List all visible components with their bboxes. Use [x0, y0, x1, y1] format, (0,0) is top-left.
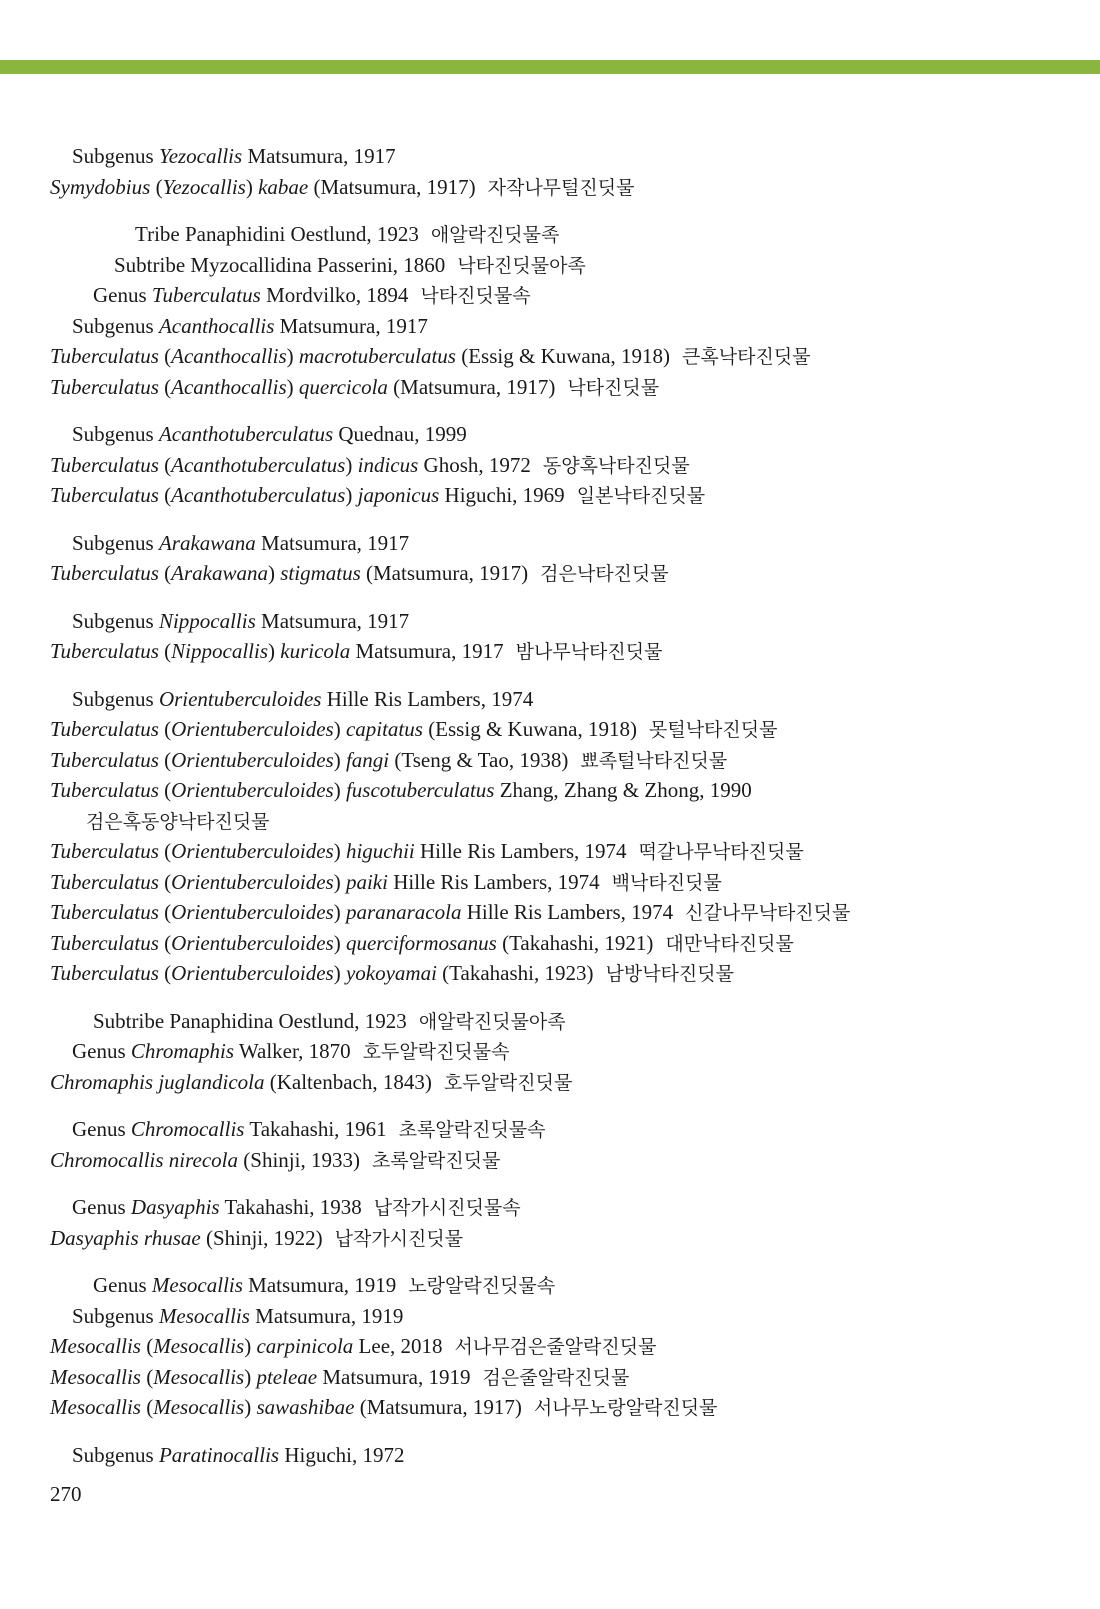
- korean-common-name: 낙타진딧물: [567, 376, 660, 399]
- korean-common-name: 신갈나무낙타진딧물: [685, 902, 851, 924]
- taxon-text: Matsumura, 1919: [249, 1303, 404, 1328]
- korean-common-name: 납작가시진딧물속: [373, 1197, 521, 1219]
- korean-common-name: 노랑알락진딧물속: [408, 1275, 556, 1297]
- taxon-text: Genus: [72, 1117, 131, 1141]
- taxon-text: ): [333, 717, 346, 741]
- korean-common-name: 떡갈나무낙타진딧물: [638, 841, 804, 863]
- taxon-text: ): [244, 1395, 257, 1419]
- taxon-text: (: [158, 747, 172, 772]
- taxon-text: (Matsumura, 1917): [308, 174, 476, 199]
- taxon-name-italic: Orientuberculoides: [171, 839, 334, 863]
- taxon-line-continuation: [50, 806, 1070, 837]
- taxon-name-italic: macrotuberculatus: [298, 344, 456, 368]
- taxon-line: [50, 480, 1070, 511]
- taxon-name-italic: Tuberculatus: [50, 717, 159, 741]
- taxon-name-italic: indicus: [357, 452, 419, 477]
- taxon-text: (: [158, 561, 172, 585]
- taxon-line: [50, 141, 1070, 172]
- taxon-text: Mordvilko, 1894: [260, 283, 409, 307]
- korean-common-name: 대만낙타진딧물: [665, 932, 794, 955]
- korean-common-name: 초록알락진딧물: [371, 1149, 501, 1172]
- taxon-name-italic: higuchii: [345, 839, 415, 863]
- taxon-text: (: [158, 374, 172, 399]
- taxon-text: ): [333, 900, 346, 924]
- korean-common-name: 일본낙타진딧물: [576, 485, 706, 507]
- taxon-text: Matsumura, 1919: [317, 1364, 471, 1389]
- taxon-text: (: [158, 869, 172, 894]
- korean-common-name: 애알락진딧물아족: [418, 1010, 566, 1033]
- taxon-line: [50, 1392, 1070, 1423]
- taxon-text: ): [286, 344, 299, 368]
- taxon-text: (Tseng & Tao, 1938): [389, 747, 569, 772]
- taxon-line: [50, 1270, 1070, 1301]
- korean-common-name: 검은혹동양낙타진딧물: [86, 810, 270, 833]
- taxon-line: [50, 897, 1070, 928]
- taxon-name-italic: paranaracola: [345, 900, 462, 924]
- taxon-text: ): [333, 778, 346, 802]
- taxon-text: (: [158, 344, 172, 368]
- taxon-name-italic: Acanthocallis: [171, 374, 287, 399]
- taxon-text: (: [140, 1395, 154, 1419]
- taxon-name-italic: Mesocallis: [153, 1395, 245, 1419]
- korean-common-name: 못털낙타진딧물: [649, 719, 778, 741]
- taxon-text: ): [333, 961, 346, 985]
- taxon-text: ): [333, 930, 346, 955]
- taxon-name-italic: carpinicola: [256, 1334, 354, 1358]
- taxon-name-italic: japonicus: [357, 483, 440, 507]
- taxon-name-italic: Tuberculatus: [50, 869, 159, 894]
- taxon-text: (Matsumura, 1917): [360, 561, 529, 585]
- taxon-line: [50, 341, 1070, 372]
- taxon-name-italic: Mesocallis: [151, 1273, 243, 1297]
- taxon-name-italic: Orientuberculoides: [171, 930, 334, 955]
- taxon-name-italic: Yezocallis: [158, 144, 243, 168]
- taxon-line: [50, 450, 1070, 481]
- taxon-name-italic: Tuberculatus: [50, 561, 159, 585]
- taxon-name-italic: Mesocallis: [158, 1303, 250, 1328]
- taxon-text: (Matsumura, 1917): [354, 1395, 522, 1419]
- taxon-name-italic: Chromocallis: [130, 1117, 245, 1141]
- taxon-text: Takahashi, 1961: [244, 1117, 387, 1141]
- taxon-text: Quednau, 1999: [333, 422, 467, 446]
- korean-common-name: 검은낙타진딧물: [540, 563, 669, 585]
- taxon-line: [50, 1067, 1070, 1098]
- taxon-text: ): [333, 747, 346, 772]
- taxon-text: (Essig & Kuwana, 1918): [422, 717, 637, 741]
- taxon-text: Hille Ris Lambers, 1974: [461, 900, 674, 924]
- taxon-text: (: [140, 1334, 154, 1358]
- taxon-name-italic: Tuberculatus: [50, 839, 159, 863]
- taxon-line: [50, 419, 1070, 450]
- taxon-name-italic: Mesocallis: [50, 1334, 141, 1358]
- taxon-name-italic: Tuberculatus: [50, 900, 159, 924]
- taxon-text: ): [333, 839, 346, 863]
- taxon-text: Hille Ris Lambers, 1974: [321, 686, 534, 711]
- taxon-text: Matsumura, 1917: [274, 313, 428, 338]
- taxon-line: [50, 1006, 1070, 1037]
- taxon-text: (Kaltenbach, 1843): [264, 1069, 432, 1094]
- korean-common-name: 서나무노랑알락진딧물: [533, 1397, 718, 1419]
- taxon-name-italic: fuscotuberculatus: [345, 778, 495, 802]
- taxon-text: Subgenus: [72, 422, 159, 446]
- taxon-name-italic: Tuberculatus: [50, 639, 159, 663]
- taxon-text: Genus: [93, 1273, 152, 1297]
- taxon-name-italic: kabae: [258, 174, 309, 199]
- taxon-text: Genus: [72, 1195, 131, 1219]
- taxon-text: (: [158, 900, 172, 924]
- taxon-text: Higuchi, 1969: [439, 483, 565, 507]
- korean-common-name: 남방낙타진딧물: [605, 963, 734, 985]
- taxon-text: Subtribe Panaphidina Oestlund, 1923: [93, 1008, 407, 1033]
- taxon-name-italic: Tuberculatus: [50, 452, 159, 477]
- taxon-text: (: [158, 961, 172, 985]
- taxon-text: (: [158, 930, 172, 955]
- taxon-line: [50, 558, 1070, 589]
- taxon-text: ): [345, 483, 358, 507]
- taxon-name-italic: Dasyaphis: [130, 1195, 220, 1219]
- taxon-line: [50, 958, 1070, 989]
- taxon-line: [50, 280, 1070, 311]
- taxon-name-italic: Orientuberculoides: [171, 961, 334, 985]
- taxon-text: (Matsumura, 1917): [387, 374, 556, 399]
- taxon-line: [50, 684, 1070, 715]
- korean-common-name: 동양혹낙타진딧물: [542, 454, 690, 477]
- taxon-name-italic: Tuberculatus: [50, 778, 159, 802]
- taxon-text: Matsumura, 1917: [255, 608, 410, 633]
- taxon-name-italic: Orientuberculoides: [171, 900, 334, 924]
- taxon-name-italic: Chromocallis nirecola: [50, 1147, 239, 1172]
- taxon-name-italic: yokoyamai: [345, 961, 437, 985]
- taxon-name-italic: querciformosanus: [345, 930, 497, 955]
- korean-common-name: 큰혹낙타진딧물: [682, 346, 811, 368]
- taxon-name-italic: Tuberculatus: [50, 483, 159, 507]
- taxon-name-italic: Tuberculatus: [50, 374, 159, 399]
- taxon-text: Matsumura, 1917: [242, 144, 396, 168]
- taxon-line: [50, 1223, 1070, 1254]
- taxon-name-italic: Tuberculatus: [50, 747, 159, 772]
- korean-common-name: 자작나무털진딧물: [487, 176, 635, 199]
- korean-common-name: 뾰족털낙타진딧물: [580, 749, 728, 772]
- korean-common-name: 호두알락진딧물: [443, 1071, 573, 1094]
- taxon-name-italic: Mesocallis: [50, 1364, 141, 1389]
- taxon-name-italic: Mesocallis: [153, 1334, 245, 1358]
- taxon-name-italic: fangi: [345, 747, 390, 772]
- taxon-line: [50, 1036, 1070, 1067]
- taxon-text: Subgenus: [72, 1303, 159, 1328]
- taxon-line: [50, 636, 1070, 667]
- taxon-line: [50, 1114, 1070, 1145]
- taxon-text: ): [268, 639, 281, 663]
- taxon-text: Genus: [93, 283, 152, 307]
- taxon-text: Higuchi, 1972: [279, 1442, 405, 1467]
- taxon-line: [50, 528, 1070, 559]
- taxon-name-italic: Chromaphis: [130, 1039, 234, 1063]
- taxon-name-italic: stigmatus: [280, 561, 361, 585]
- taxon-text: (: [158, 452, 172, 477]
- taxon-name-italic: Orientuberculoides: [158, 686, 322, 711]
- taxon-line: [50, 928, 1070, 959]
- taxon-name-italic: Chromaphis juglandicola: [50, 1069, 265, 1094]
- taxon-text: (: [158, 639, 172, 663]
- taxon-line: [50, 172, 1070, 203]
- taxon-line: [50, 775, 1070, 806]
- top-accent-bar: [0, 60, 1100, 74]
- taxon-line: [50, 606, 1070, 637]
- taxon-name-italic: Yezocallis: [162, 174, 246, 199]
- taxon-name-italic: Acanthotuberculatus: [171, 483, 346, 507]
- taxon-line: [50, 1145, 1070, 1176]
- taxon-name-italic: Symydobius: [50, 174, 151, 199]
- taxon-text: ): [345, 452, 358, 477]
- taxon-line: [50, 867, 1070, 898]
- taxon-text: Walker, 1870: [234, 1039, 351, 1063]
- korean-common-name: 호두알락진딧물속: [362, 1041, 510, 1063]
- taxon-line: [50, 1362, 1070, 1393]
- taxon-text: (: [158, 778, 172, 802]
- taxon-text: (: [140, 1364, 154, 1389]
- korean-common-name: 초록알락진딧물속: [398, 1119, 546, 1141]
- taxon-text: ): [286, 374, 299, 399]
- taxon-text: ): [245, 174, 259, 199]
- korean-common-name: 밤나무낙타진딧물: [515, 641, 663, 663]
- taxon-name-italic: Dasyaphis rhusae: [50, 1225, 201, 1250]
- korean-common-name: 백낙타진딧물: [611, 871, 722, 894]
- taxon-text: Hille Ris Lambers, 1974: [414, 839, 627, 863]
- taxon-text: Tribe Panaphidini Oestlund, 1923: [135, 222, 419, 246]
- taxon-name-italic: Paratinocallis: [158, 1442, 280, 1467]
- taxon-name-italic: Acanthocallis: [171, 344, 287, 368]
- taxon-name-italic: Arakawana: [158, 530, 256, 555]
- taxon-text: (Essig & Kuwana, 1918): [455, 344, 671, 368]
- taxon-line: [50, 836, 1070, 867]
- taxon-name-italic: Orientuberculoides: [171, 778, 334, 802]
- taxon-text: Subgenus: [72, 608, 159, 633]
- taxon-text: Subtribe Myzocallidina Passerini, 1860: [114, 252, 446, 277]
- taxon-text: Subgenus: [72, 1442, 159, 1467]
- taxon-name-italic: capitatus: [345, 717, 423, 741]
- taxon-name-italic: quercicola: [298, 374, 388, 399]
- taxon-text: (: [158, 717, 172, 741]
- taxon-text: (Takahashi, 1921): [496, 930, 654, 955]
- taxon-line: [50, 1192, 1070, 1223]
- taxon-name-italic: sawashibae: [256, 1395, 355, 1419]
- taxon-text: (Shinji, 1922): [200, 1225, 323, 1250]
- taxon-line: [50, 219, 1070, 250]
- taxon-name-italic: Acanthocallis: [158, 313, 275, 338]
- taxon-line: [50, 250, 1070, 281]
- taxonomy-list: [50, 141, 1070, 1470]
- taxon-text: Matsumura, 1917: [350, 639, 504, 663]
- taxon-text: ): [244, 1334, 257, 1358]
- taxon-text: (Shinji, 1933): [238, 1147, 360, 1172]
- taxon-line: [50, 1331, 1070, 1362]
- taxon-line: [50, 714, 1070, 745]
- korean-common-name: 서나무검은줄알락진딧물: [454, 1336, 657, 1358]
- taxon-name-italic: paiki: [345, 869, 388, 894]
- taxon-name-italic: Tuberculatus: [151, 283, 261, 307]
- taxon-name-italic: Mesocallis: [153, 1364, 245, 1389]
- page-number: 270: [50, 1482, 82, 1506]
- taxon-name-italic: Nippocallis: [158, 608, 256, 633]
- taxon-text: Zhang, Zhang & Zhong, 1990: [494, 778, 752, 802]
- taxon-name-italic: Orientuberculoides: [171, 717, 334, 741]
- taxon-text: (: [158, 483, 172, 507]
- taxon-text: Genus: [72, 1039, 131, 1063]
- taxon-text: (: [158, 839, 172, 863]
- taxon-name-italic: Acanthotuberculatus: [171, 452, 346, 477]
- taxon-line: [50, 1440, 1070, 1471]
- taxon-text: ): [267, 561, 281, 585]
- taxon-name-italic: kuricola: [280, 639, 351, 663]
- taxon-name-italic: Tuberculatus: [50, 961, 159, 985]
- taxon-line: [50, 372, 1070, 403]
- taxon-name-italic: Mesocallis: [50, 1395, 141, 1419]
- taxon-name-italic: Tuberculatus: [50, 930, 159, 955]
- taxon-line: [50, 311, 1070, 342]
- taxon-line: [50, 1301, 1070, 1332]
- korean-common-name: 애알락진딧물족: [430, 224, 560, 246]
- taxon-text: Subgenus: [72, 313, 159, 338]
- taxon-name-italic: pteleae: [256, 1364, 318, 1389]
- taxon-text: Ghosh, 1972: [418, 452, 531, 477]
- korean-common-name: 낙타진딧물속: [420, 285, 531, 307]
- taxon-line: [50, 745, 1070, 776]
- korean-common-name: 낙타진딧물아족: [457, 254, 586, 277]
- taxon-text: Matsumura, 1917: [255, 530, 410, 555]
- taxon-name-italic: Orientuberculoides: [171, 747, 334, 772]
- taxon-text: ): [244, 1364, 257, 1389]
- taxon-text: (: [150, 174, 163, 199]
- taxon-text: Lee, 2018: [353, 1334, 443, 1358]
- taxon-name-italic: Arakawana: [171, 561, 268, 585]
- korean-common-name: 검은줄알락진딧물: [482, 1366, 630, 1389]
- taxon-text: ): [333, 869, 346, 894]
- taxon-text: Subgenus: [72, 686, 159, 711]
- taxon-text: (Takahashi, 1923): [436, 961, 594, 985]
- taxon-text: Hille Ris Lambers, 1974: [387, 869, 600, 894]
- taxon-text: Takahashi, 1938: [219, 1195, 362, 1219]
- taxon-text: Matsumura, 1919: [242, 1273, 397, 1297]
- taxon-text: Subgenus: [72, 144, 159, 168]
- taxon-text: Subgenus: [72, 530, 159, 555]
- taxon-name-italic: Acanthotuberculatus: [158, 422, 334, 446]
- taxon-name-italic: Nippocallis: [171, 639, 268, 663]
- korean-common-name: 납작가시진딧물: [334, 1227, 464, 1250]
- taxon-name-italic: Orientuberculoides: [171, 869, 334, 894]
- taxon-name-italic: Tuberculatus: [50, 344, 159, 368]
